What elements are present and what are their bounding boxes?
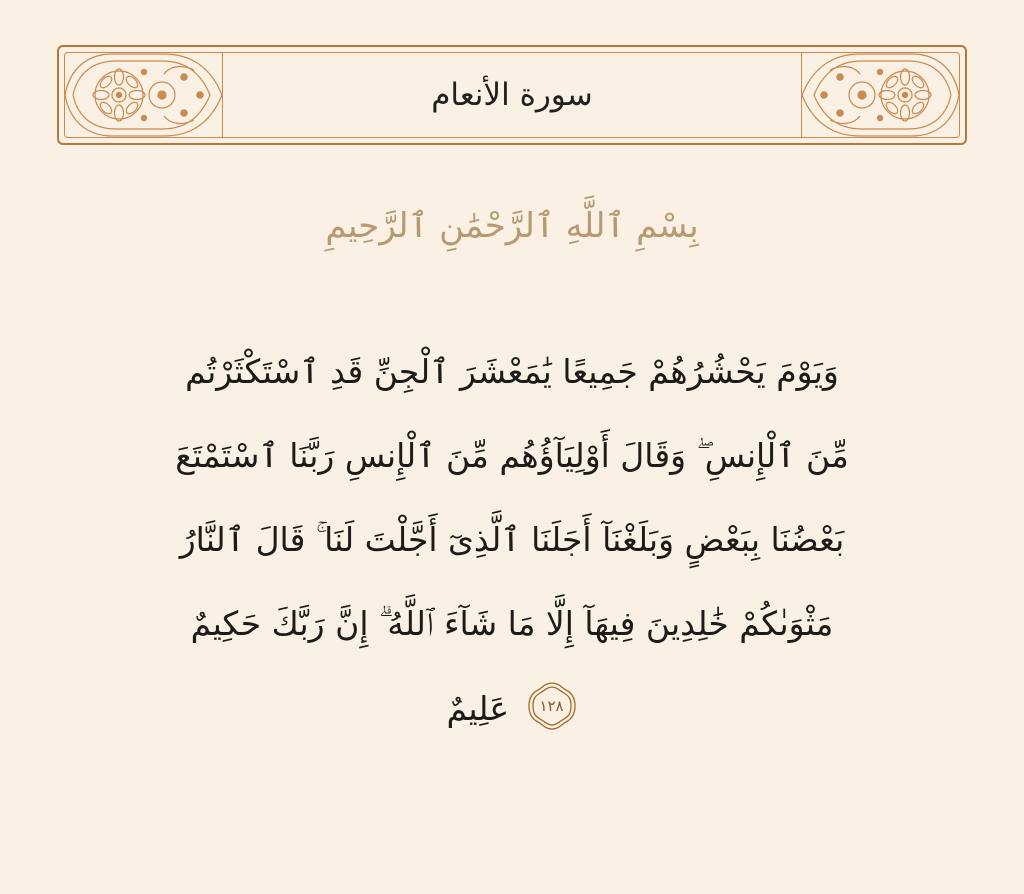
ayah-text-block [80, 330, 944, 751]
surah-title: سورة الأنعام [431, 76, 593, 113]
ayah-last-line [80, 667, 944, 751]
basmala-text: بِسْمِ ٱللَّهِ ٱلرَّحْمَٰنِ ٱلرَّحِيمِ [325, 206, 699, 246]
ayah-line: وَيَوْمَ يَحْشُرُهُمْ جَمِيعًا يَٰمَعْشَرَ ٱلْجِنِّ قَدِ ٱسْتَكْثَرْتُم [185, 352, 839, 391]
ayah-end-marker-icon [526, 680, 578, 732]
ayah-line-text: عَلِيمٌ [446, 688, 510, 728]
ayah-number: ١٢٨ [539, 697, 564, 716]
ayah-line: مِّنَ ٱلْإِنسِ ۖ وَقَالَ أَوْلِيَآؤُهُم مِّنَ ٱلْإِنسِ رَبَّنَا ٱسْتَمْتَعَ [175, 436, 849, 476]
surah-header-banner [57, 45, 967, 145]
ayah-line: بَعْضُنَا بِبَعْضٍ وَبَلَغْنَآ أَجَلَنَا ٱلَّذِىٓ أَجَّلْتَ لَنَا ۚ قَالَ ٱلنَّارُ [179, 520, 845, 560]
ayah-line: مَثْوَىٰكُمْ خَٰلِدِينَ فِيهَآ إِلَّا مَا شَآءَ ٱللَّهُ ۗ إِنَّ رَبَّكَ حَكِيمٌ [190, 604, 834, 644]
